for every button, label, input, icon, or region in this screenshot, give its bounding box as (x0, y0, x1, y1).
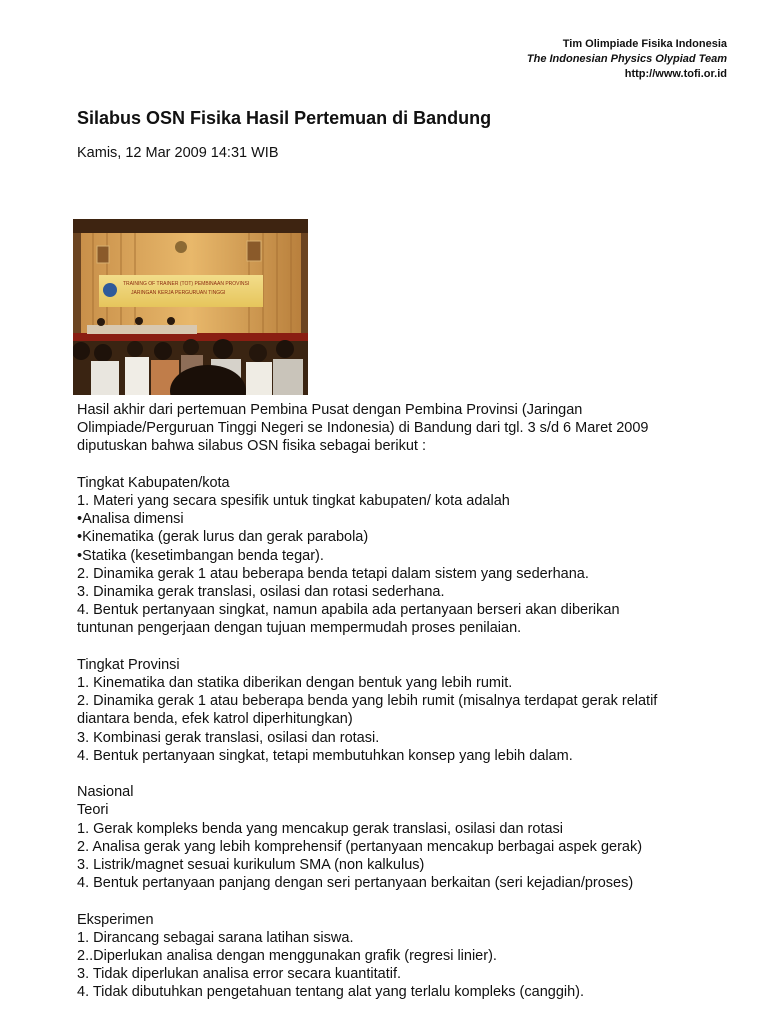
banner-text-line1: TRAINING OF TRAINER (TOT) PEMBINAAN PROVINSI (123, 281, 250, 287)
list-item: tuntunan pengerjaan dengan tujuan mempermudah proses penilaian. (77, 620, 522, 637)
org-name: Tim Olimpiade Fisika Indonesia (562, 38, 727, 50)
list-item: •Analisa dimensi (77, 511, 184, 528)
intro-line: diputuskan bahwa silabus OSN fisika sebagai berikut : (77, 438, 426, 455)
list-item: 3. Kombinasi gerak translasi, osilasi dan rotasi. (77, 729, 380, 746)
list-item: 3. Dinamika gerak translasi, osilasi dan rotasi sederhana. (77, 584, 445, 601)
intro-paragraph (77, 401, 737, 456)
list-item: 4. Tidak dibutuhkan pengetahuan tentang alat yang terlalu kompleks (canggih). (77, 984, 585, 1001)
list-item: 3. Listrik/magnet sesuai kurikulum SMA (non kalkulus) (77, 857, 425, 874)
list-item: 2. Analisa gerak yang lebih komprehensif (pertanyaan mencakup berbagai aspek gerak) (77, 838, 643, 855)
list-item: 2. Dinamika gerak 1 atau beberapa benda tetapi dalam sistem yang sederhana. (77, 565, 589, 582)
section-subheading: Teori (77, 802, 109, 819)
article-body (77, 401, 737, 1002)
section-heading: Nasional (77, 784, 134, 801)
article-title: Silabus OSN Fisika Hasil Pertemuan di Bandung (77, 108, 492, 128)
meeting-photo (73, 219, 308, 395)
list-item: 1. Gerak kompleks benda yang mencakup gerak translasi, osilasi dan rotasi (77, 820, 564, 837)
list-item: •Statika (kesetimbangan benda tegar). (77, 547, 324, 564)
team-name: The Indonesian Physics Olypiad Team (526, 53, 727, 65)
article-date: Kamis, 12 Mar 2009 14:31 WIB (77, 145, 279, 161)
section-heading: Eksperimen (77, 911, 154, 928)
list-item: 1. Dirancang sebagai sarana latihan siswa. (77, 929, 354, 946)
list-item: 4. Bentuk pertanyaan singkat, tetapi membutuhkan konsep yang lebih dalam. (77, 747, 573, 764)
section-provinsi (77, 656, 737, 765)
list-item: •Kinematika (gerak lurus dan gerak parabola) (77, 529, 369, 546)
section-heading: Tingkat Kabupaten/kota (77, 474, 230, 491)
intro-line: Hasil akhir dari pertemuan Pembina Pusat dengan Pembina Provinsi (Jaringan (77, 402, 583, 418)
list-item: diantara benda, efek katrol diperhitungkan) (77, 711, 353, 728)
section-eksperimen (77, 911, 737, 1002)
list-item: 4. Bentuk pertanyaan panjang dengan seri pertanyaan berkaitan (seri kejadian/proses) (77, 875, 634, 892)
list-item: 3. Tidak diperlukan analisa error secara kuantitatif. (77, 966, 402, 983)
section-kabupaten (77, 474, 737, 638)
list-item: 4. Bentuk pertanyaan singkat, namun apabila ada pertanyaan berseri akan diberikan (77, 602, 620, 619)
list-item: 2..Diperlukan analisa dengan menggunakan grafik (regresi linier). (77, 948, 497, 965)
banner-text-line2: JARINGAN KERJA PERGURUAN TINGGI (131, 290, 226, 296)
list-item: 1. Kinematika dan statika diberikan dengan bentuk yang lebih rumit. (77, 675, 513, 692)
document-header (527, 37, 727, 82)
website-url: http://www.tofi.or.id (624, 68, 727, 80)
list-item: 1. Materi yang secara spesifik untuk tingkat kabupaten/ kota adalah (77, 493, 510, 509)
section-heading: Tingkat Provinsi (77, 656, 180, 673)
intro-line: Olimpiade/Perguruan Tinggi Negeri se Indonesia) di Bandung dari tgl. 3 s/d 6 Maret 2009 (77, 420, 649, 437)
section-nasional (77, 783, 737, 892)
list-item: 2. Dinamika gerak 1 atau beberapa benda yang lebih rumit (misalnya terdapat gerak relatif (77, 693, 658, 710)
